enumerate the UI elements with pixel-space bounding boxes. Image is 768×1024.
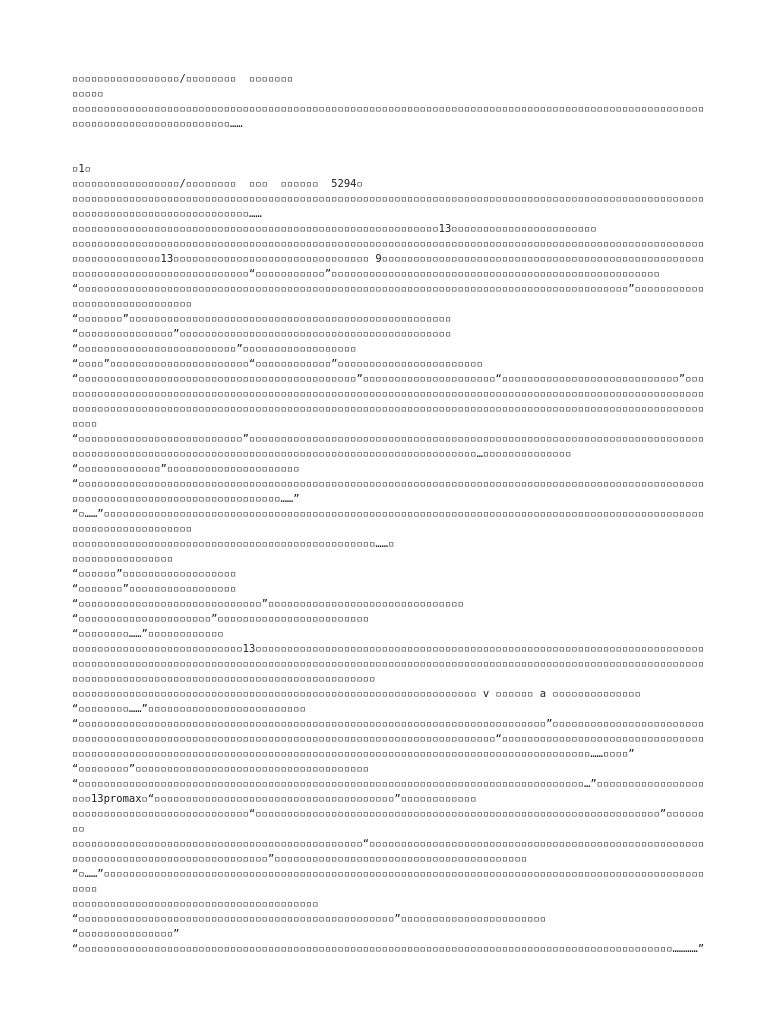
- chapter-title: ▫▫▫▫▫▫▫▫▫▫▫▫▫▫▫▫▫/▫▫▫▫▫▫▫▫ ▫▫▫ ▫▫▫▫▫▫ 5294▫: [72, 178, 363, 190]
- paragraph: ▫▫▫▫▫▫▫▫▫▫▫▫▫▫▫▫▫▫▫▫▫▫▫▫▫▫▫▫▫▫▫▫▫▫▫▫▫▫▫▫▫▫▫▫▫▫▫▫▫▫▫▫▫▫▫▫▫▫▫▫▫▫▫▫ v ▫▫▫▫▫▫ a ▫▫▫▫▫▫▫▫▫▫▫▫▫▫: [72, 688, 641, 700]
- paragraph: “▫▫▫▫▫▫▫▫▫▫▫▫▫▫▫▫▫▫▫▫▫▫▫▫▫▫▫▫▫▫▫▫▫▫▫▫▫▫▫▫▫▫▫▫▫▫▫▫▫▫▫▫▫▫▫▫▫▫▫▫▫▫▫▫▫▫▫▫▫▫▫▫▫▫▫▫▫▫▫▫▫▫▫▫▫▫▫▫▫▫▫▫▫▫…………”: [72, 943, 705, 955]
- paragraph: “▫▫▫▫”▫▫▫▫▫▫▫▫▫▫▫▫▫▫▫▫▫▫▫▫▫▫“▫▫▫▫▫▫▫▫▫▫▫▫”▫▫▫▫▫▫▫▫▫▫▫▫▫▫▫▫▫▫▫▫▫▫▫: [72, 358, 483, 370]
- paragraph: ▫▫▫▫▫▫▫▫▫▫▫▫▫▫▫▫▫▫▫▫▫▫▫▫▫▫▫▫▫▫▫▫▫▫▫▫▫▫▫▫▫▫▫▫▫▫“▫▫▫▫▫▫▫▫▫▫▫▫▫▫▫▫▫▫▫▫▫▫▫▫▫▫▫▫▫▫▫▫▫▫▫▫▫▫▫▫▫▫▫▫▫▫▫▫▫▫▫▫▫▫▫▫▫▫▫▫▫▫▫▫▫▫▫▫▫▫▫▫▫▫▫▫▫▫▫▫▫▫▫▫”▫▫▫▫▫▫▫▫▫▫▫▫▫▫▫▫▫▫▫▫▫▫▫▫▫▫▫▫▫▫▫▫▫▫▫▫▫▫▫▫: [72, 838, 705, 865]
- header-subtitle: ▫▫▫▫▫: [72, 88, 104, 100]
- header-title: ▫▫▫▫▫▫▫▫▫▫▫▫▫▫▫▫▫/▫▫▫▫▫▫▫▫ ▫▫▫▫▫▫▫: [72, 73, 294, 85]
- paragraph: ▫▫▫▫▫▫▫▫▫▫▫▫▫▫▫▫▫▫▫▫▫▫▫▫▫▫▫▫▫▫▫▫▫▫▫▫▫▫▫▫▫▫▫▫▫▫▫▫▫▫▫▫▫▫▫▫▫▫▫▫▫▫▫▫▫▫▫▫▫▫▫▫▫▫▫▫▫▫▫▫▫▫▫▫▫▫▫▫▫▫▫▫▫▫▫▫▫▫▫▫▫▫▫▫▫▫▫▫▫▫▫▫▫▫13▫▫▫▫▫▫▫▫▫▫▫▫▫▫▫▫▫▫▫▫▫▫▫▫▫▫▫▫▫▫▫ 9▫▫▫▫▫▫▫▫▫▫▫▫▫▫▫▫▫▫▫▫▫▫▫▫▫▫▫▫▫▫▫▫▫▫▫▫▫▫▫▫▫▫▫▫▫▫▫▫▫▫▫▫▫▫▫▫▫▫▫▫▫▫▫▫▫▫▫▫▫▫▫▫▫▫▫▫▫▫▫“▫▫▫▫▫▫▫▫▫▫▫”▫▫▫▫▫▫▫▫▫▫▫▫▫▫▫▫▫▫▫▫▫▫▫▫▫▫▫▫▫▫▫▫▫▫▫▫▫▫▫▫▫▫▫▫▫▫▫▫▫▫▫▫: [72, 238, 705, 280]
- paragraph: “▫▫▫▫▫▫▫▫▫▫▫▫▫▫▫▫▫▫▫▫▫▫▫▫▫▫▫▫▫▫▫▫▫▫▫▫▫▫▫▫▫▫▫▫”▫▫▫▫▫▫▫▫▫▫▫▫▫▫▫▫▫▫▫▫▫“▫▫▫▫▫▫▫▫▫▫▫▫▫▫▫▫▫▫▫▫▫▫▫▫▫▫▫▫”▫▫▫▫▫▫▫▫▫▫▫▫▫▫▫▫▫▫▫▫▫▫▫▫▫▫▫▫▫▫▫▫▫▫▫▫▫▫▫▫▫▫▫▫▫▫▫▫▫▫▫▫▫▫▫▫▫▫▫▫▫▫▫▫▫▫▫▫▫▫▫▫▫▫▫▫▫▫▫▫▫▫▫▫▫▫▫▫▫▫▫▫▫▫▫▫▫▫▫▫▫▫▫▫▫▫▫▫▫▫▫▫▫▫▫▫▫▫▫▫▫▫▫▫▫▫▫▫▫▫▫▫▫▫▫▫▫▫▫▫▫▫▫▫▫▫▫▫▫▫▫▫▫▫▫▫▫▫▫▫▫▫▫▫▫▫▫▫▫▫▫▫▫▫▫▫▫▫▫▫▫▫▫▫▫▫▫▫▫▫▫▫▫▫▫▫▫▫▫▫▫▫▫▫▫▫▫: [72, 373, 705, 430]
- paragraph: ▫▫▫▫▫▫▫▫▫▫▫▫▫▫▫▫▫▫▫▫▫▫▫▫▫▫▫▫▫▫▫▫▫▫▫▫▫▫▫▫▫▫▫▫▫▫▫▫▫▫▫▫▫▫▫▫▫▫13▫▫▫▫▫▫▫▫▫▫▫▫▫▫▫▫▫▫▫▫▫▫▫: [72, 223, 597, 235]
- paragraph: “▫▫▫▫▫▫▫▫▫▫▫▫▫▫▫”▫▫▫▫▫▫▫▫▫▫▫▫▫▫▫▫▫▫▫▫▫▫▫▫▫▫▫▫▫▫▫▫▫▫▫▫▫▫▫▫▫▫▫: [72, 328, 452, 340]
- paragraph: “▫▫▫▫▫▫▫”▫▫▫▫▫▫▫▫▫▫▫▫▫▫▫▫▫▫▫▫▫▫▫▫▫▫▫▫▫▫▫▫▫▫▫▫▫▫▫▫▫▫▫▫▫▫▫▫▫▫▫: [72, 313, 452, 325]
- paragraph: “▫▫▫▫▫▫▫▫▫▫▫▫▫▫▫▫▫▫▫▫▫▫▫▫▫▫▫▫▫▫▫▫▫▫▫▫▫▫▫▫▫▫▫▫▫▫▫▫▫▫”▫▫▫▫▫▫▫▫▫▫▫▫▫▫▫▫▫▫▫▫▫▫▫: [72, 913, 547, 925]
- paragraph: “▫▫▫▫▫▫▫▫▫▫▫▫▫▫▫”: [72, 928, 180, 940]
- paragraph: “▫▫▫▫▫▫▫”▫▫▫▫▫▫▫▫▫▫▫▫▫▫▫▫▫: [72, 583, 237, 595]
- paragraph: “▫……”▫▫▫▫▫▫▫▫▫▫▫▫▫▫▫▫▫▫▫▫▫▫▫▫▫▫▫▫▫▫▫▫▫▫▫▫▫▫▫▫▫▫▫▫▫▫▫▫▫▫▫▫▫▫▫▫▫▫▫▫▫▫▫▫▫▫▫▫▫▫▫▫▫▫▫▫▫▫▫▫▫▫▫▫▫▫▫▫▫▫▫▫▫▫▫▫▫▫▫: [72, 868, 705, 895]
- paragraph: “▫▫▫▫▫▫▫▫▫▫▫▫▫▫▫▫▫▫▫▫▫▫▫▫▫▫▫▫▫”▫▫▫▫▫▫▫▫▫▫▫▫▫▫▫▫▫▫▫▫▫▫▫▫▫▫▫▫▫▫▫: [72, 598, 464, 610]
- paragraph: ▫▫▫▫▫▫▫▫▫▫▫▫▫▫▫▫▫▫▫▫▫▫▫▫▫▫▫▫▫▫▫▫▫▫▫▫▫▫▫▫▫▫▫▫▫▫▫▫……▫: [72, 538, 395, 550]
- paragraph: “▫▫▫▫▫▫▫▫▫▫▫▫▫▫▫▫▫▫▫▫▫▫▫▫▫▫▫▫▫▫▫▫▫▫▫▫▫▫▫▫▫▫▫▫▫▫▫▫▫▫▫▫▫▫▫▫▫▫▫▫▫▫▫▫▫▫▫▫▫▫▫▫▫▫▫▫▫▫▫▫▫▫▫▫▫▫▫”▫▫▫▫▫▫▫▫▫▫▫▫▫▫▫▫▫▫▫▫▫▫▫▫▫▫▫▫▫▫: [72, 283, 705, 310]
- paragraph: ▫▫▫▫▫▫▫▫▫▫▫▫▫▫▫▫▫▫▫▫▫▫▫▫▫▫▫13▫▫▫▫▫▫▫▫▫▫▫▫▫▫▫▫▫▫▫▫▫▫▫▫▫▫▫▫▫▫▫▫▫▫▫▫▫▫▫▫▫▫▫▫▫▫▫▫▫▫▫▫▫▫▫▫▫▫▫▫▫▫▫▫▫▫▫▫▫▫▫▫▫▫▫▫▫▫▫▫▫▫▫▫▫▫▫▫▫▫▫▫▫▫▫▫▫▫▫▫▫▫▫▫▫▫▫▫▫▫▫▫▫▫▫▫▫▫▫▫▫▫▫▫▫▫▫▫▫▫▫▫▫▫▫▫▫▫▫▫▫▫▫▫▫▫▫▫▫▫▫▫▫▫▫▫▫▫▫▫▫▫▫▫▫▫▫▫▫▫▫▫▫▫▫▫▫▫▫▫▫▫▫▫▫▫▫▫▫▫▫▫▫▫▫▫▫▫▫▫▫▫▫▫▫▫▫▫▫▫▫▫▫▫▫▫▫▫▫: [72, 643, 705, 685]
- paragraph: “▫▫▫▫▫▫▫▫▫▫▫▫▫▫▫▫▫▫▫▫▫”▫▫▫▫▫▫▫▫▫▫▫▫▫▫▫▫▫▫▫▫▫▫▫▫: [72, 613, 370, 625]
- paragraph: “▫▫▫▫▫▫▫▫▫▫▫▫▫▫▫▫▫▫▫▫▫▫▫▫▫▫”▫▫▫▫▫▫▫▫▫▫▫▫▫▫▫▫▫▫▫▫▫▫▫▫▫▫▫▫▫▫▫▫▫▫▫▫▫▫▫▫▫▫▫▫▫▫▫▫▫▫▫▫▫▫▫▫▫▫▫▫▫▫▫▫▫▫▫▫▫▫▫▫▫▫▫▫▫▫▫▫▫▫▫▫▫▫▫▫▫▫▫▫▫▫▫▫▫▫▫▫▫▫▫▫▫▫▫▫▫▫▫▫▫▫▫▫▫▫▫▫▫▫▫▫▫▫▫▫▫▫▫▫▫▫▫▫…▫▫▫▫▫▫▫▫▫▫▫▫▫▫: [72, 433, 705, 460]
- paragraph: ▫▫▫▫▫▫▫▫▫▫▫▫▫▫▫▫▫▫▫▫▫▫▫▫▫▫▫▫▫▫▫▫▫▫▫▫▫▫▫: [72, 898, 319, 910]
- header-summary: ▫▫▫▫▫▫▫▫▫▫▫▫▫▫▫▫▫▫▫▫▫▫▫▫▫▫▫▫▫▫▫▫▫▫▫▫▫▫▫▫▫▫▫▫▫▫▫▫▫▫▫▫▫▫▫▫▫▫▫▫▫▫▫▫▫▫▫▫▫▫▫▫▫▫▫▫▫▫▫▫▫▫▫▫▫▫▫▫▫▫▫▫▫▫▫▫▫▫▫▫▫▫▫▫▫▫▫▫▫▫▫▫▫▫▫▫▫▫▫▫▫▫▫▫▫……: [72, 103, 705, 130]
- paragraph: ▫▫▫▫▫▫▫▫▫▫▫▫▫▫▫▫: [72, 553, 174, 565]
- paragraph: ▫▫▫▫▫▫▫▫▫▫▫▫▫▫▫▫▫▫▫▫▫▫▫▫▫▫▫▫▫▫▫▫▫▫▫▫▫▫▫▫▫▫▫▫▫▫▫▫▫▫▫▫▫▫▫▫▫▫▫▫▫▫▫▫▫▫▫▫▫▫▫▫▫▫▫▫▫▫▫▫▫▫▫▫▫▫▫▫▫▫▫▫▫▫▫▫▫▫▫▫▫▫▫▫▫▫▫▫▫▫▫▫▫▫▫▫▫▫▫▫▫▫▫▫▫▫▫▫……: [72, 193, 705, 220]
- paragraph: “▫▫▫▫▫▫▫▫”▫▫▫▫▫▫▫▫▫▫▫▫▫▫▫▫▫▫▫▫▫▫▫▫▫▫▫▫▫▫▫▫▫▫▫▫▫: [72, 763, 370, 775]
- paragraph: “▫▫▫▫▫▫”▫▫▫▫▫▫▫▫▫▫▫▫▫▫▫▫▫▫: [72, 568, 237, 580]
- paragraph: “▫▫▫▫▫▫▫▫▫▫▫▫▫▫▫▫▫▫▫▫▫▫▫▫▫▫▫▫▫▫▫▫▫▫▫▫▫▫▫▫▫▫▫▫▫▫▫▫▫▫▫▫▫▫▫▫▫▫▫▫▫▫▫▫▫▫▫▫▫▫▫▫▫▫▫▫▫▫▫▫…”▫▫▫▫▫▫▫▫▫▫▫▫▫▫▫▫▫▫▫▫13promax▫“▫▫▫▫▫▫▫▫▫▫▫▫▫▫▫▫▫▫▫▫▫▫▫▫▫▫▫▫▫▫▫▫▫▫▫▫▫▫”▫▫▫▫▫▫▫▫▫▫▫▫: [72, 778, 705, 805]
- paragraph: “▫▫▫▫▫▫▫▫▫▫▫▫▫▫▫▫▫▫▫▫▫▫▫▫▫▫▫▫▫▫▫▫▫▫▫▫▫▫▫▫▫▫▫▫▫▫▫▫▫▫▫▫▫▫▫▫▫▫▫▫▫▫▫▫▫▫▫▫▫▫▫▫▫▫”▫▫▫▫▫▫▫▫▫▫▫▫▫▫▫▫▫▫▫▫▫▫▫▫▫▫▫▫▫▫▫▫▫▫▫▫▫▫▫▫▫▫▫▫▫▫▫▫▫▫▫▫▫▫▫▫▫▫▫▫▫▫▫▫▫▫▫▫▫▫▫▫▫▫▫▫▫▫▫▫▫▫▫▫▫▫▫▫▫▫▫“▫▫▫▫▫▫▫▫▫▫▫▫▫▫▫▫▫▫▫▫▫▫▫▫▫▫▫▫▫▫▫▫▫▫▫▫▫▫▫▫▫▫▫▫▫▫▫▫▫▫▫▫▫▫▫▫▫▫▫▫▫▫▫▫▫▫▫▫▫▫▫▫▫▫▫▫▫▫▫▫▫▫▫▫▫▫▫▫▫▫▫▫▫▫▫▫▫▫▫▫▫▫▫▫▫▫▫▫▫▫▫▫▫▫……▫▫▫▫”: [72, 718, 705, 760]
- paragraph: “▫▫▫▫▫▫▫▫▫▫▫▫▫”▫▫▫▫▫▫▫▫▫▫▫▫▫▫▫▫▫▫▫▫▫: [72, 463, 300, 475]
- paragraph: “▫▫▫▫▫▫▫▫……”▫▫▫▫▫▫▫▫▫▫▫▫: [72, 628, 224, 640]
- paragraph: ▫▫▫▫▫▫▫▫▫▫▫▫▫▫▫▫▫▫▫▫▫▫▫▫▫▫▫▫“▫▫▫▫▫▫▫▫▫▫▫▫▫▫▫▫▫▫▫▫▫▫▫▫▫▫▫▫▫▫▫▫▫▫▫▫▫▫▫▫▫▫▫▫▫▫▫▫▫▫▫▫▫▫▫▫▫▫▫▫▫▫▫▫”▫▫▫▫▫▫▫▫: [72, 808, 705, 835]
- paragraph: “▫▫▫▫▫▫▫▫▫▫▫▫▫▫▫▫▫▫▫▫▫▫▫▫▫▫▫▫▫▫▫▫▫▫▫▫▫▫▫▫▫▫▫▫▫▫▫▫▫▫▫▫▫▫▫▫▫▫▫▫▫▫▫▫▫▫▫▫▫▫▫▫▫▫▫▫▫▫▫▫▫▫▫▫▫▫▫▫▫▫▫▫▫▫▫▫▫▫▫▫▫▫▫▫▫▫▫▫▫▫▫▫▫▫▫▫▫▫▫▫▫▫▫▫▫▫▫▫▫▫▫▫……”: [72, 478, 705, 505]
- paragraph: “▫▫▫▫▫▫▫▫▫▫▫▫▫▫▫▫▫▫▫▫▫▫▫▫▫”▫▫▫▫▫▫▫▫▫▫▫▫▫▫▫▫▫▫: [72, 343, 357, 355]
- chapter-marker: ▫1▫: [72, 163, 91, 175]
- paragraph: “▫……”▫▫▫▫▫▫▫▫▫▫▫▫▫▫▫▫▫▫▫▫▫▫▫▫▫▫▫▫▫▫▫▫▫▫▫▫▫▫▫▫▫▫▫▫▫▫▫▫▫▫▫▫▫▫▫▫▫▫▫▫▫▫▫▫▫▫▫▫▫▫▫▫▫▫▫▫▫▫▫▫▫▫▫▫▫▫▫▫▫▫▫▫▫▫▫▫▫▫▫▫▫▫▫▫▫▫▫▫▫▫▫▫▫▫: [72, 508, 705, 535]
- document-header: [72, 72, 708, 132]
- paragraph: “▫▫▫▫▫▫▫▫……”▫▫▫▫▫▫▫▫▫▫▫▫▫▫▫▫▫▫▫▫▫▫▫▫▫: [72, 703, 306, 715]
- chapter-body: [72, 162, 708, 957]
